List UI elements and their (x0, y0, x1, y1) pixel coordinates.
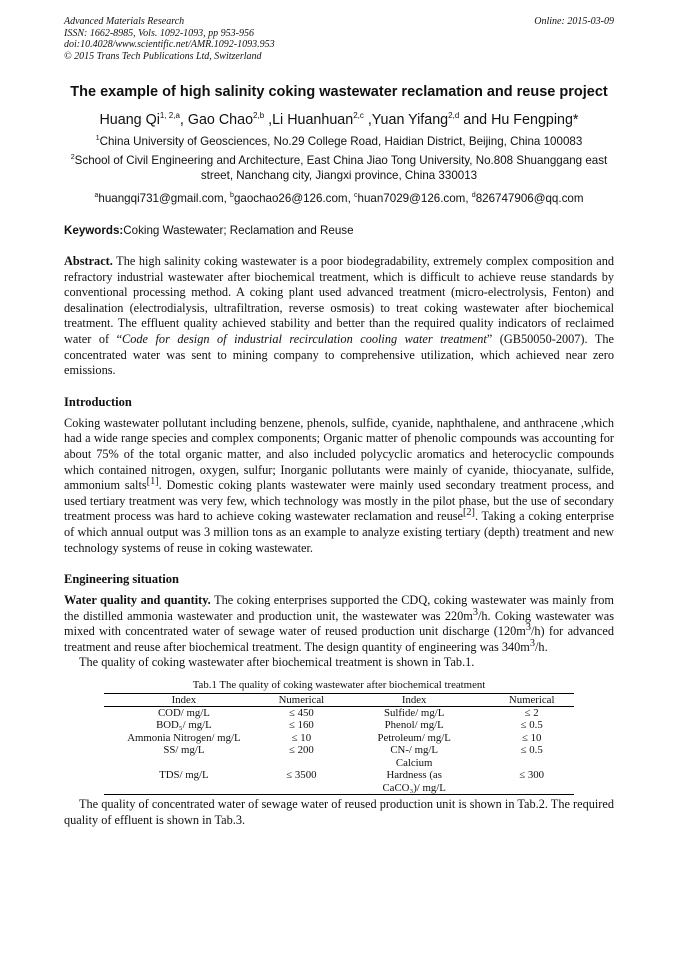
table-cell: ≤ 10 (521, 731, 542, 744)
table-cell: ≤ 2 (524, 707, 539, 720)
abstract-text: The high salinity coking wastewater is a poor biodegradability, extremely complex composition and refractory industrial wastewater after biochemical treatment, which is difficult to achieve reuse standards by conventional processing method. A coking plant used advanced treatment (micro-electrolysis, Fenton) and desalination (electrodialysis, ultrafiltration, reverse osmosis) to treat coking wastewater after biochemical treatment. The effluent quality achieved stability and better than the required quality indicators of reclaimed water of “ (64, 254, 614, 346)
citation-ref[interactable]: [2] (462, 507, 475, 519)
affiliation-2 (64, 153, 614, 183)
email-link[interactable]: huan7029@126.com, (357, 192, 472, 205)
table-cell: Calcium Hardness (as CaCO₃)/ mg/L (339, 757, 489, 795)
column-header: Numerical (264, 694, 339, 707)
email-mark: a (94, 192, 99, 200)
table-cell: BOD₅/ mg/L (156, 719, 212, 732)
abstract-code-title: Code for design of industrial recirculation cooling water treatment (122, 331, 487, 346)
section-heading-introduction: Introduction (64, 394, 132, 409)
keywords (64, 224, 614, 237)
email-link[interactable]: 826747906@qq.com (475, 192, 584, 205)
table-cell: ≤ 300 (489, 757, 574, 795)
table-intro: The quality of coking wastewater after biochemical treatment is shown in Tab.1. (79, 655, 475, 670)
table-row (104, 707, 574, 720)
paragraph-text: . Taking a coking enterprise of which annual output was 3 million tons as an example to analyze existing tertiary (depth) treatment and new technology systems of reuse in coking wastewater. (64, 509, 614, 555)
column-header: Numerical (489, 694, 574, 707)
paper-page (64, 16, 614, 828)
unit-exponent: 3 (529, 637, 535, 649)
paper-title: The example of high salinity coking wastewater reclamation and reuse project (70, 84, 608, 100)
author-emails (64, 192, 614, 205)
online-date: Online: 2015-03-09 (534, 16, 614, 27)
affiliation-1 (64, 134, 614, 149)
author-affiliation-mark: 1, 2,a (159, 111, 180, 121)
affiliation-text: China University of Geosciences, No.29 College Road, Haidian District, Beijing, China 100083 (99, 135, 583, 148)
table-cell: ≤ 0.5 (520, 744, 543, 757)
citation-ref[interactable]: [1] (146, 476, 159, 488)
author-name: ,Yuan Yifang (363, 112, 449, 128)
table-cell: ≤ 0.5 (520, 719, 543, 732)
section-heading-engineering: Engineering situation (64, 572, 179, 587)
paragraph-text: /h. (535, 639, 548, 654)
introduction-paragraph (64, 416, 614, 556)
author-name: and Hu Fengping* (459, 112, 579, 128)
table-cell: ≤ 160 (288, 719, 314, 732)
paragraph-text: Coking wastewater pollutant including benzene, phenols, sulfide, cyanide, naphthalene, and anthracene ,which had a wide range species and complex components; Organic matter of phenolic compounds was accounting for about 75% of the total organic matter, and also included polycyclic aromatics and heterocyclic compounds which contained nitrogen, oxygen, sulfur; Inorganic pollutants were mainly of cyanide, thiocyanate, sulfide, ammonium salts (64, 415, 614, 493)
table-cell: Sulfide/ mg/L (384, 707, 445, 720)
issn-line: ISSN: 1662-8985, Vols. 1092-1093, pp 953-956 (64, 27, 254, 39)
affiliation-mark: 1 (95, 135, 100, 143)
table-cell: Petroleum/ mg/L (377, 731, 451, 744)
table-cell: ≤ 3500 (264, 757, 339, 795)
unit-exponent: 3 (525, 622, 531, 634)
email-mark: c (354, 192, 358, 200)
author-affiliation-mark: 2,c (353, 111, 364, 121)
journal-header (64, 16, 614, 62)
table-row (104, 719, 574, 731)
abstract (64, 254, 614, 379)
table1 (104, 693, 574, 795)
table-cell: Ammonia Nitrogen/ mg/L (127, 731, 241, 744)
affiliation-text: School of Civil Engineering and Architecture, East China Jiao Tong University, No.808 Shuanggang east street, Nanchang city, Jiangxi province, China 330013 (74, 154, 608, 182)
table-row (104, 744, 574, 756)
email-mark: b (230, 192, 234, 200)
table-cell: TDS/ mg/L (104, 757, 264, 795)
table-row (104, 732, 574, 744)
author-affiliation-mark: 2,b (253, 111, 265, 121)
table-cell: ≤ 200 (288, 744, 314, 757)
email-link[interactable]: huangqi731@gmail.com, (98, 192, 231, 205)
paragraph-text: /h) for advanced treatment and reuse after biochemical treatment. The design quantity of engineering was 340m (64, 624, 614, 654)
water-quality-paragraph (64, 593, 614, 655)
table-cell: SS/ mg/L (163, 744, 205, 757)
author-name: Huang Qi (99, 112, 160, 128)
table-cell: ≤ 450 (288, 707, 314, 720)
table-cell: CN-/ mg/L (390, 744, 439, 757)
abstract-label: Abstract. (64, 254, 113, 268)
author-name: ,Li Huanhuan (264, 112, 354, 128)
keywords-label: Keywords: (64, 224, 124, 237)
doi-line[interactable]: doi:10.4028/www.scientific.net/AMR.1092-1093.953 (64, 39, 275, 50)
affiliation-mark: 2 (70, 154, 75, 162)
author-affiliation-mark: 2,d (448, 111, 460, 121)
column-header: Index (104, 694, 264, 707)
paragraph-text: . Domestic coking plants wastewater were mainly used secondary treatment process, and used tertiary treatment was very few, which technology was mostly in the pilot phase, but the use of secondary treatment process was hard to achieve coking wastewater reclamation and reuse (64, 478, 614, 524)
journal-name: Advanced Materials Research (64, 16, 185, 27)
table-header-row (104, 694, 574, 707)
table-row (104, 757, 574, 795)
abstract-text: ” (GB50050-2007). The concentrated water was sent to mining company to comprehensive utilization, which achieved near zero emissions. (64, 331, 614, 378)
table-cell: ≤ 10 (291, 731, 312, 744)
copyright-line: © 2015 Trans Tech Publications Ltd, Switzerland (64, 50, 262, 62)
table-cell: Phenol/ mg/L (384, 719, 444, 732)
author-name: , Gao Chao (179, 112, 254, 128)
table1-caption: Tab.1 The quality of coking wastewater after biochemical treatment (192, 679, 486, 692)
column-header: Index (339, 694, 489, 707)
email-link[interactable]: gaochao26@126.com, (233, 192, 355, 205)
tables-reference-paragraph: The quality of concentrated water of sewage water of reused production unit is shown in Tab.2. The required quality of effluent is shown in Tab.3. (64, 796, 614, 827)
email-mark: d (471, 192, 476, 200)
keywords-text: Coking Wastewater; Reclamation and Reuse (123, 224, 354, 237)
subsection-label: Water quality and quantity. (64, 593, 211, 608)
paragraph-text: /h. Coking wastewater was mixed with concentrated water of sewage water of reused production unit discharge (120m (64, 608, 614, 639)
paragraph-text: The coking enterprises supported the CDQ, coking wastewater was mainly from the distilled ammonia wastewater and production unit, the wastewater was 220m (64, 593, 614, 623)
author-list (64, 112, 614, 128)
table-cell: COD/ mg/L (157, 707, 210, 720)
unit-exponent: 3 (472, 606, 478, 618)
